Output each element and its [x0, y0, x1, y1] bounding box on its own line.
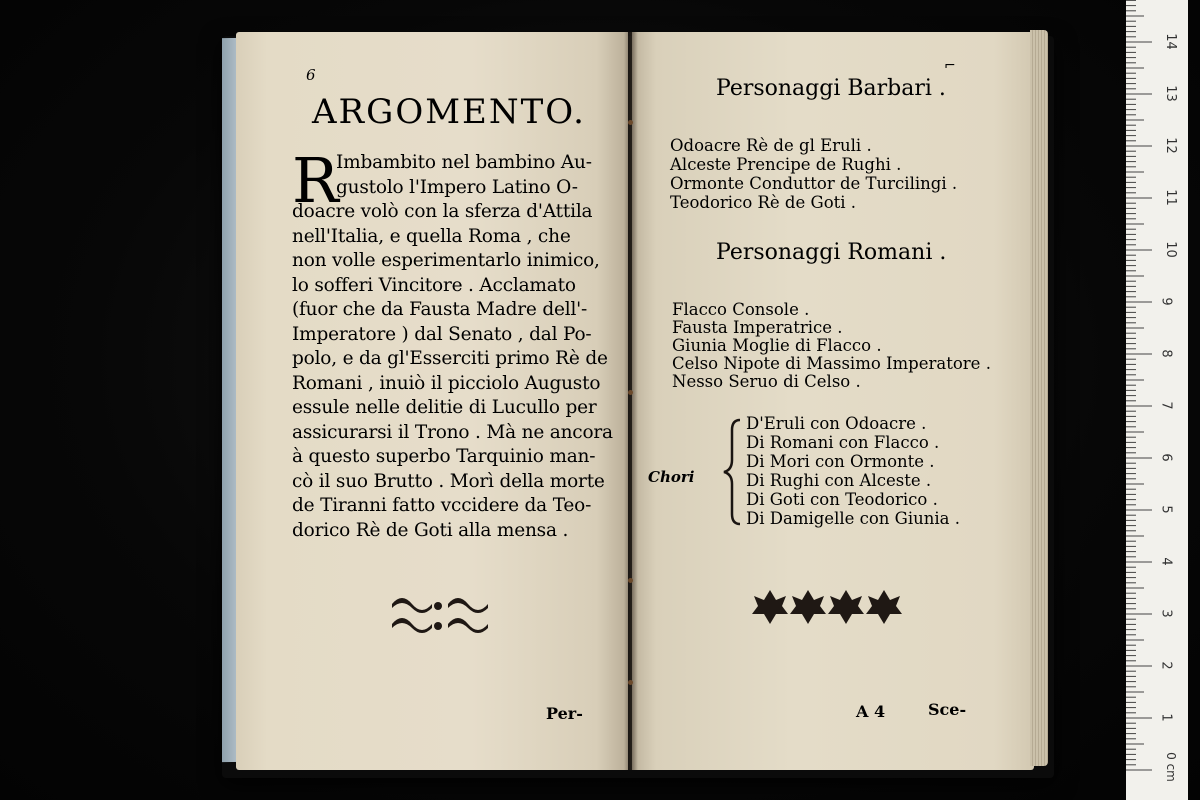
list-item: Di Mori con Ormonte . [746, 452, 935, 471]
ruler-number: 14 [1162, 33, 1178, 50]
ruler-number: 9 [1158, 297, 1174, 306]
ruler-number: 12 [1162, 137, 1178, 154]
heading-barbari: Personaggi Barbari . [716, 76, 946, 101]
text-line: de Tiranni fatto vccidere da Teo- [292, 495, 592, 516]
list-item: Celso Nipote di Massimo Imperatore . [672, 354, 991, 373]
list-item: D'Eruli con Odoacre . [746, 414, 927, 433]
ruler-number: 10 [1162, 241, 1178, 258]
ruler-number: 13 [1162, 85, 1178, 102]
list-item: Di Damigelle con Giunia . [746, 509, 960, 528]
list-item: Nesso Seruo di Celso . [672, 372, 861, 391]
ruler-number: 3 [1158, 609, 1174, 618]
ruler-number: 5 [1158, 505, 1174, 514]
page-edges [1030, 30, 1048, 766]
list-item: Di Romani con Flacco . [746, 433, 940, 452]
text-line: dorico Rè de Goti alla mensa . [292, 519, 569, 541]
text-line: non volle esperimentarlo inimico, [292, 250, 600, 271]
list-item: Ormonte Conduttor de Turcilingi . [670, 174, 958, 193]
list-item: Fausta Imperatrice . [672, 318, 843, 337]
binding-stitch [628, 120, 633, 125]
list-item: Di Goti con Teodorico . [746, 490, 938, 509]
ruler-number: 7 [1158, 401, 1174, 410]
list-item: Odoacre Rè de gl Eruli . [670, 136, 872, 155]
text-line: à questo superbo Tarquinio man- [292, 446, 596, 467]
text-line: nell'Italia, e quella Roma , che [292, 225, 571, 247]
ruler-number: 8 [1158, 349, 1174, 358]
text-line: Imbambito nel bambino Au- [336, 152, 592, 173]
list-item: Di Rughi con Alceste . [746, 471, 932, 490]
list-item: Teodorico Rè de Goti . [670, 193, 857, 212]
text-line: doacre volò con la sferza d'Attila [292, 201, 593, 222]
signature-mark: A 4 [856, 702, 886, 721]
text-line: gustolo l'Impero Latino O- [336, 176, 578, 198]
ruler-number: 2 [1158, 661, 1174, 670]
ruler-number: 11 [1162, 189, 1178, 206]
ruler-unit-label: 0 cm [1163, 752, 1178, 782]
page-number: 6 [306, 66, 316, 84]
text-line: essule nelle delitie di Lucullo per [292, 397, 597, 418]
text-line: Romani , inuiò il picciolo Augusto [292, 372, 601, 394]
heading-romani: Personaggi Romani . [716, 240, 947, 265]
ruler-number: 6 [1158, 453, 1174, 462]
ruler-number: 1 [1158, 713, 1174, 722]
list-item: Alceste Prencipe de Rughi . [670, 155, 902, 174]
ruler-number: 4 [1158, 557, 1174, 566]
text-line: polo, e da gl'Esserciti primo Rè de [292, 348, 608, 369]
text-line: (fuor che da Fausta Madre dell'- [292, 299, 588, 320]
list-item: Flacco Console . [672, 300, 810, 319]
measuring-ruler [1126, 0, 1188, 800]
book-gutter [624, 32, 638, 770]
text-line: Imperatore ) dal Senato , dal Po- [292, 323, 592, 345]
text-line: cò il suo Brutto . Morì della morte [292, 470, 605, 492]
catchword: Sce- [928, 700, 967, 719]
list-item: Giunia Moglie di Flacco . [672, 336, 882, 355]
chori-label: Chori [648, 468, 695, 486]
page-heading: ARGOMENTO. [312, 92, 586, 132]
binding-stitch [628, 680, 633, 685]
binding-stitch [628, 578, 633, 583]
catchword: Per- [546, 704, 583, 723]
printer-ornament [388, 592, 496, 634]
text-line: lo sofferi Vincitore . Acclamato [292, 274, 576, 296]
printer-ornament [752, 586, 902, 626]
corner-mark: ⌐ [944, 58, 956, 74]
drop-cap: R [292, 144, 339, 217]
binding-stitch [628, 390, 633, 395]
text-line: assicurarsi il Trono . Mà ne ancora [292, 421, 613, 443]
ruler-ticks [1126, 0, 1188, 800]
curly-brace [720, 418, 744, 528]
